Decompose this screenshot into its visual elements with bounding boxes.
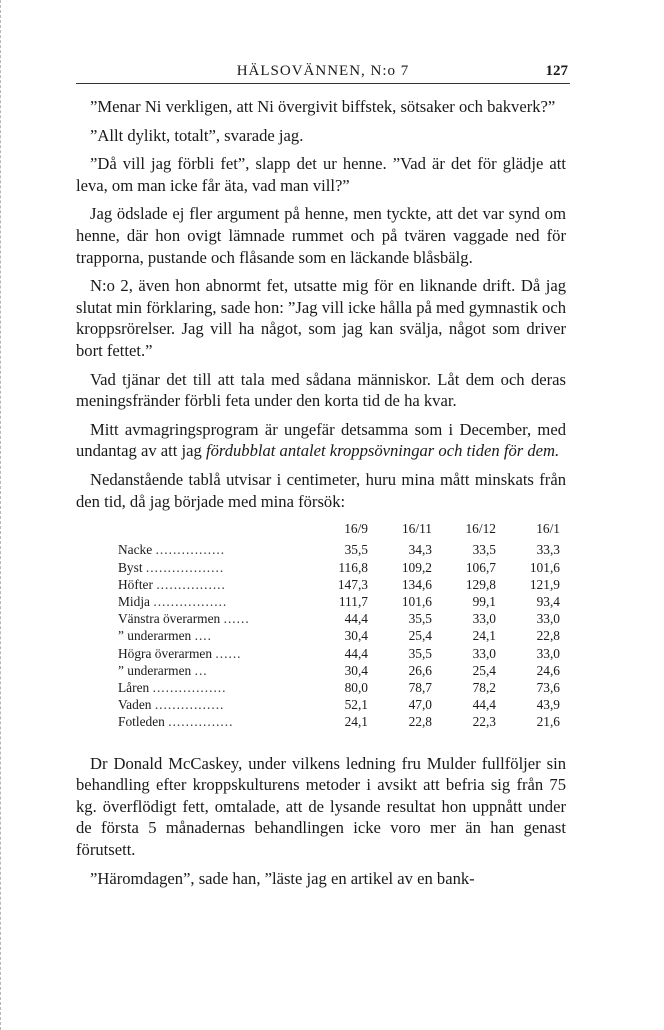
row-label-cell [118,713,304,730]
measurement-cell: 43,9 [536,697,560,713]
running-title: HÄLSOVÄNNEN, N:o 7 [236,63,410,79]
measurement-cell: 116,8 [338,559,368,575]
row-label: Låren [118,679,150,695]
measurement-cell: 44,4 [344,611,368,627]
leader-dots: ... [194,662,208,678]
table-row [118,645,560,662]
row-label-cell [118,696,304,713]
row-label-cell [118,541,304,558]
table-row [118,627,560,644]
paragraph [76,419,566,462]
row-label: ” underarmen [118,662,192,678]
row-label-cell [118,645,304,662]
measurement-cell: 22,3 [472,714,496,730]
measurement-cell: 106,7 [465,559,496,575]
row-label: ” underarmen [118,628,192,644]
paragraph: Nedanstående tablå utvisar i centimeter, huru mina mått minskats från den tid, då jag började med mina försök: [76,469,566,511]
table-header-row [118,520,560,541]
table-row [118,593,560,610]
measurement-cell: 129,8 [465,576,496,592]
measurement-cell: 33,0 [472,645,496,661]
row-label: Midja [118,593,150,609]
table-row [118,713,560,730]
leader-dots: ................ [154,697,225,713]
row-label: Nacke [118,542,153,558]
measurement-cell: 33,0 [536,611,560,627]
article-body [76,96,566,896]
page-number: 127 [545,63,568,79]
row-label-cell [118,559,304,576]
row-label: Vänstra överarmen [118,611,221,627]
measurement-cell: 35,5 [344,542,368,558]
table-row [118,559,560,576]
table-row [118,662,560,679]
row-label: Högra överarmen [118,645,213,661]
measurement-cell: 33,0 [472,611,496,627]
row-label: Vaden [118,697,152,713]
column-header: 16/1 [536,521,560,537]
measurement-cell: 25,4 [408,628,432,644]
measurement-cell: 73,6 [536,679,560,695]
measurements-table [118,520,560,730]
emphasized-text: fördubblat antalet kroppsövningar och tiden för dem. [205,441,560,461]
table-row [118,679,560,696]
leader-dots: ................ [155,542,226,558]
measurement-cell: 134,6 [401,576,432,592]
leader-dots: ................. [153,593,228,609]
measurement-cell: 44,4 [472,697,496,713]
measurement-cell: 34,3 [408,542,432,558]
measurement-cell: 25,4 [472,662,496,678]
page-edge [0,0,5,1030]
column-header: 16/12 [465,521,496,537]
measurement-cell: 44,4 [344,645,368,661]
table-row [118,610,560,627]
measurement-cell: 30,4 [344,628,368,644]
measurement-cell: 147,3 [337,576,368,592]
row-label-cell [118,576,304,593]
measurement-cell: 52,1 [344,697,368,713]
paragraph-text: Mitt avmagringsprogram är ungefär detsamma som i December, med undantag av att jag [76,419,566,461]
measurement-cell: 26,6 [408,662,432,678]
measurement-cell: 24,1 [472,628,496,644]
measurement-cell: 80,0 [344,679,368,695]
paragraph: Jag ödslade ej fler argument på henne, men tyckte, att det var synd om henne, där hon ovigt lämnade rummet och på tvären vaggade ned för trapporna, pustande och flåsande som en läckande blåsbälg. [76,204,566,267]
column-header: 16/9 [344,521,368,537]
measurement-cell: 33,0 [536,645,560,661]
measurement-cell: 78,7 [408,679,432,695]
row-label-cell [118,593,304,610]
row-label-cell [118,679,304,696]
measurement-cell: 78,2 [472,679,496,695]
table-row [118,696,560,713]
leader-dots: ................ [156,576,226,592]
measurement-cell: 47,0 [408,697,432,713]
measurement-cell: 93,4 [536,593,560,609]
header-spacer [118,520,304,541]
leader-dots: ............... [168,714,234,730]
measurement-cell: 24,1 [344,714,368,730]
column-header: 16/11 [401,521,432,537]
row-label-cell [118,662,304,679]
measurement-cell: 33,3 [536,542,560,558]
measurement-cell: 35,5 [408,645,432,661]
measurement-cell: 111,7 [338,593,368,609]
measurement-cell: 33,5 [472,542,496,558]
table-body [118,541,560,730]
paragraph: ”Då vill jag förbli fet”, slapp det ur henne. ”Vad är det för glädje att leva, om man icke får äta, vad man vill?” [76,154,566,195]
measurement-cell: 99,1 [472,593,496,609]
paragraph: N:o 2, även hon abnormt fet, utsatte mig för en liknande drift. Då jag slutat min förklaring, sade hon: ”Jag vill icke hålla på med gymnastik och kroppsrörelser. Jag vill ha något, som jag kan svälja, något som driver bort fettet.” [76,276,566,360]
row-label: Fotleden [118,714,165,730]
measurement-cell: 101,6 [401,593,432,609]
measurement-cell: 22,8 [408,714,432,730]
leader-dots: .................. [145,559,225,575]
paragraph: ”Menar Ni verkligen, att Ni övergivit biffstek, sötsaker och bakverk?” [90,97,556,116]
measurement-cell: 30,4 [344,662,368,678]
paragraph: Dr Donald McCaskey, under vilkens ledning fru Mulder fullföljer sin behandling efter kroppskulturens metoder i avsikt att befria sig från 75 kg. överflödigt fett, omtalade, att de lysande resultat hon uppnått under de första 5 månadernas behandlingen icke voro mer än han genast förutsett. [76,753,566,859]
paragraph: Vad tjänar det till att tala med sådana människor. Låt dem och deras meningsfränder förbli feta under den korta tid de ha kvar. [76,369,566,411]
leader-dots: .... [194,628,212,644]
measurement-cell: 22,8 [536,628,560,644]
table-row [118,541,560,558]
paragraph: ”Allt dylikt, totalt”, svarade jag. [90,125,304,145]
leader-dots: ...... [215,645,242,661]
measurement-cell: 109,2 [401,559,432,575]
measurement-cell: 21,6 [536,714,560,730]
measurement-cell: 24,6 [536,662,560,678]
table-row [118,576,560,593]
row-label: Höfter [118,576,153,592]
row-label-cell [118,610,304,627]
measurement-cell: 121,9 [529,576,560,592]
measurement-cell: 35,5 [408,611,432,627]
row-label-cell [118,627,304,644]
leader-dots: ................. [152,679,227,695]
running-header [76,63,570,84]
paragraph: ”Häromdagen”, sade han, ”läste jag en artikel av en bank- [90,868,475,888]
leader-dots: ...... [223,611,250,627]
measurement-cell: 101,6 [529,559,560,575]
row-label: Byst [118,559,143,575]
